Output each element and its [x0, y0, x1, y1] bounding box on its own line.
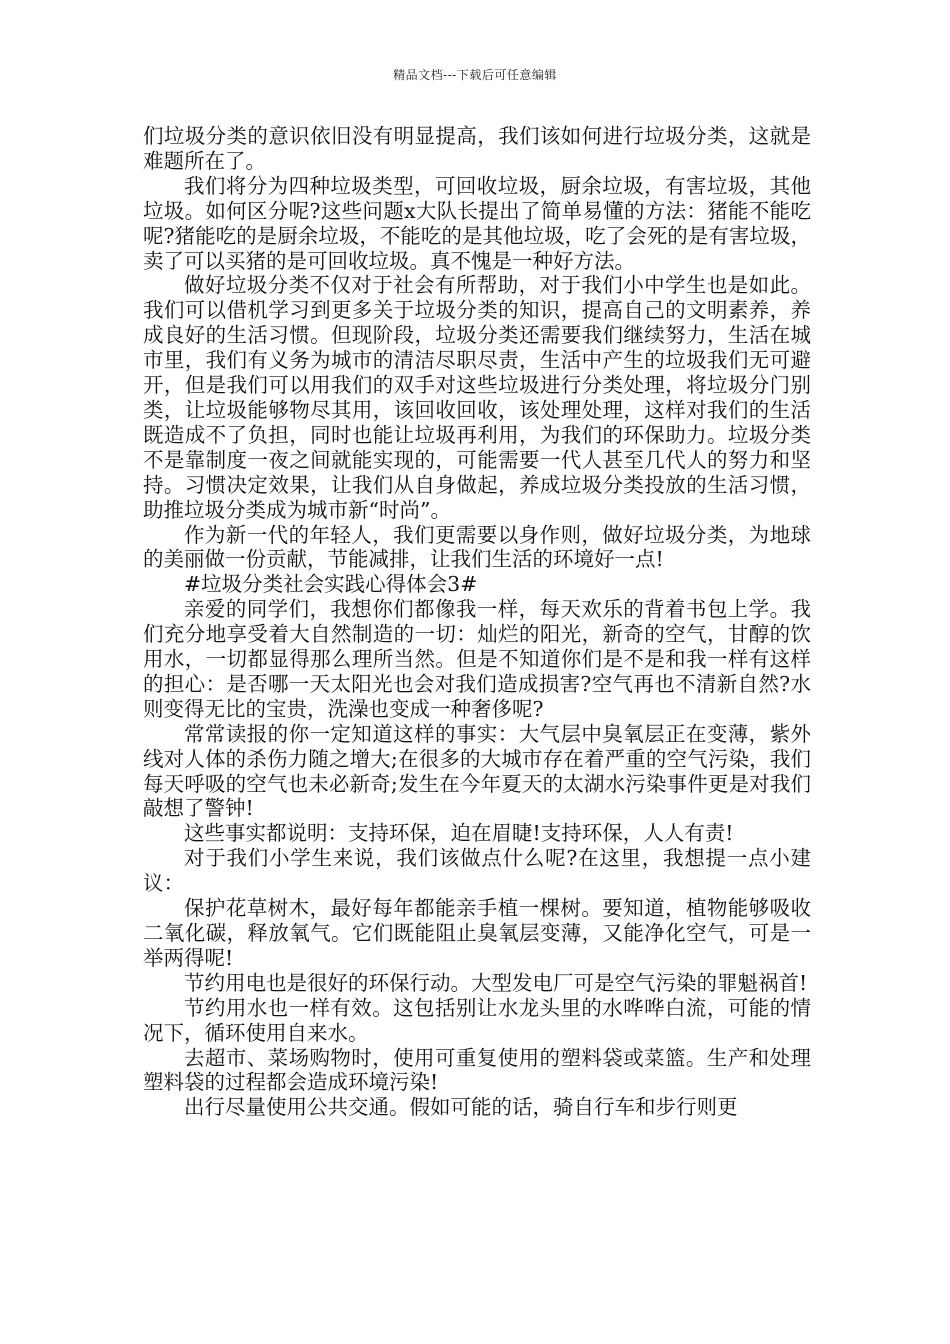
- paragraph-12: 节约用水也一样有效。这包括别让水龙头里的水哗哗白流，可能的情况下，循环使用自来水。: [143, 995, 811, 1045]
- paragraph-9: 对于我们小学生来说，我们该做点什么呢?在这里，我想提一点小建议：: [143, 846, 811, 896]
- document-body: [143, 124, 811, 1120]
- page-header: 精品文档---下载后可任意编辑: [393, 68, 557, 82]
- paragraph-8: 这些事实都说明：支持环保，迫在眉睫!支持环保，人人有责!: [184, 821, 734, 846]
- paragraph-6: 亲爱的同学们，我想你们都像我一样，每天欢乐的背着书包上学。我们充分地享受着大自然制造的一切：灿烂的阳光，新奇的空气，甘醇的饮用水，一切都显得那么理所当然。但是不知道你们是不是和我一样有这样的担心：是否哪一天太阳光也会对我们造成损害?空气再也不清新自然?水则变得无比的宝贵，洗澡也变成一种奢侈呢?: [143, 597, 811, 721]
- paragraph-13: 去超市、菜场购物时，使用可重复使用的塑料袋或菜篮。生产和处理塑料袋的过程都会造成环境污染!: [143, 1045, 811, 1095]
- paragraph-4: 作为新一代的年轻人，我们更需要以身作则，做好垃圾分类，为地球的美丽做一份贡献，节能减排，让我们生活的环境好一点!: [143, 522, 811, 572]
- paragraph-1: 们垃圾分类的意识依旧没有明显提高，我们该如何进行垃圾分类，这就是难题所在了。: [143, 124, 811, 173]
- paragraph-14: 出行尽量使用公共交通。假如可能的话，骑自行车和步行则更: [184, 1095, 738, 1120]
- paragraph-11: 节约用电也是很好的环保行动。大型发电厂可是空气污染的罪魁祸首!: [184, 970, 808, 995]
- paragraph-2: 我们将分为四种垃圾类型，可回收垃圾，厨余垃圾，有害垃圾，其他垃圾。如何区分呢?这些问题x大队长提出了简单易懂的方法：猪能不能吃呢?猪能吃的是厨余垃圾，不能吃的是其他垃圾，吃了会死的是有害垃圾，卖了可以买猪的是可回收垃圾。真不愧是一种好方法。: [143, 173, 811, 273]
- section-heading: #垃圾分类社会实践心得体会3#: [184, 572, 478, 597]
- paragraph-10: 保护花草树木，最好每年都能亲手植一棵树。要知道，植物能够吸收二氧化碳，释放氧气。它们既能阻止臭氧层变薄，又能净化空气，可是一举两得呢!: [143, 896, 811, 970]
- paragraph-7: 常常读报的你一定知道这样的事实：大气层中臭氧层正在变薄，紫外线对人体的杀伤力随之增大;在很多的大城市存在着严重的空气污染，我们每天呼吸的空气也未必新奇;发生在今年夏天的太湖水污染事件更是对我们敲想了警钟!: [143, 721, 811, 821]
- paragraph-3: 做好垃圾分类不仅对于社会有所帮助，对于我们小中学生也是如此。我们可以借机学习到更多关于垃圾分类的知识，提高自己的文明素养，养成良好的生活习惯。但现阶段，垃圾分类还需要我们继续努力，生活在城市里，我们有义务为城市的清洁尽职尽责，生活中产生的垃圾我们无可避开，但是我们可以用我们的双手对这些垃圾进行分类处理，将垃圾分门别类，让垃圾能够物尽其用，该回收回收，该处理处理，这样对我们的生活既造成不了负担，同时也能让垃圾再利用，为我们的环保助力。垃圾分类不是靠制度一夜之间就能实现的，可能需要一代人甚至几代人的努力和坚持。习惯决定效果，让我们从自身做起，养成垃圾分类投放的生活习惯，助推垃圾分类成为城市新“时尚”。: [143, 273, 811, 522]
